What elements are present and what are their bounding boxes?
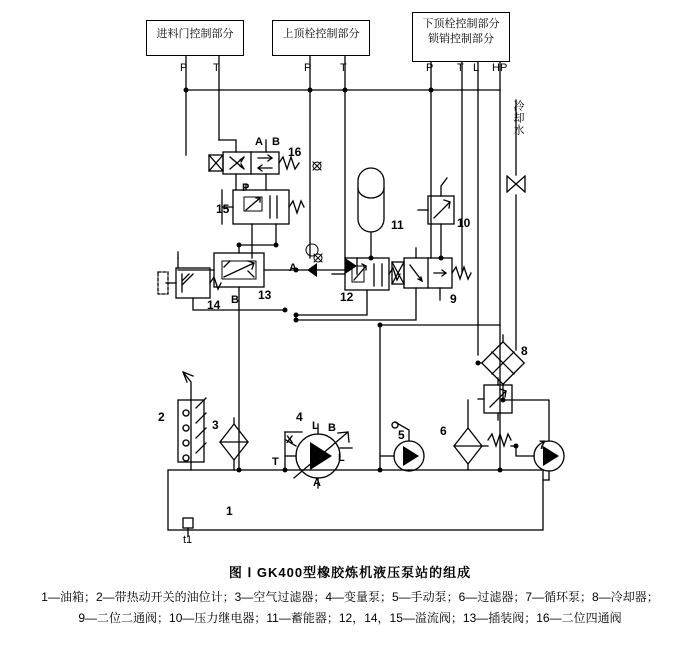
number-circulating-pump: 7 [539, 438, 546, 452]
number-relief-12: 12 [340, 290, 354, 304]
number-hand-pump: 5 [398, 428, 405, 442]
pump4-port-t-label: T [272, 456, 279, 468]
port-label-l3: L [473, 62, 480, 74]
valve13-port-a-label: A [289, 262, 297, 274]
valve15-port-p-label: P [242, 182, 250, 194]
port-label-p3: P [426, 62, 434, 74]
number-tank: 1 [226, 504, 233, 518]
pump4-port-l-right-label: L [338, 452, 345, 464]
number-valve-16: 16 [288, 145, 302, 159]
cooling-water-label: 冷却水 [512, 100, 524, 136]
control-box-feed-door [146, 20, 244, 56]
port-label-t2: T [340, 62, 347, 74]
port-label-p2: P [304, 62, 312, 74]
control-box-lower-bolt-label-1: 下顶栓控制部分 [422, 18, 500, 30]
control-box-upper-bolt [272, 20, 370, 56]
number-relief-14: 14 [207, 298, 221, 312]
figure-caption-title: 图 Ⅰ GK400型橡胶炼机液压泵站的组成 [228, 565, 472, 580]
port-label-t1: T [213, 62, 220, 74]
port-label-t3: T [457, 62, 464, 74]
number-accumulator: 11 [391, 218, 404, 232]
control-box-upper-bolt-label: 上顶栓控制部分 [282, 28, 360, 40]
number-relief-15: 15 [216, 202, 230, 216]
control-box-feed-door-label: 进料门控制部分 [156, 28, 234, 40]
number-pressure-relay: 10 [457, 216, 471, 230]
pump4-port-b-label: B [328, 422, 336, 434]
number-cartridge-13: 13 [258, 288, 272, 302]
valve14-port-b-label: B [231, 294, 239, 306]
valve16-port-b-label: B [272, 136, 280, 148]
number-level-switch: 2 [158, 410, 165, 424]
pump4-port-x-label: X [286, 434, 294, 446]
control-box-lower-bolt [412, 12, 510, 62]
number-air-filter: 3 [212, 418, 219, 432]
figure-legend-line-2: 9—二位二通阀；10—压力继电器；11—蓄能器；12，14，15—溢流阀；13—插装阀；16—二位四通阀 [78, 611, 622, 625]
valve16-port-a-label: A [255, 136, 263, 148]
control-box-lower-bolt-label-2: 锁销控制部分 [428, 33, 494, 45]
port-label-p1: P [180, 62, 188, 74]
port-label-hp: HP [492, 62, 508, 74]
number-cooler: 8 [521, 344, 528, 358]
number-variable-pump: 4 [296, 410, 303, 424]
pump4-port-l-left-label: L [312, 420, 319, 432]
number-filter: 6 [440, 424, 447, 438]
tank-drain-t1-label: t1 [183, 534, 193, 546]
pump4-port-a-label: A [313, 477, 321, 489]
number-valve-9: 9 [450, 292, 457, 306]
figure-legend-line-1: 1—油箱；2—带热动开关的油位计；3—空气过滤器；4—变量泵；5—手动泵；6—过滤器；7—循环泵；8—冷却器； [41, 590, 659, 604]
